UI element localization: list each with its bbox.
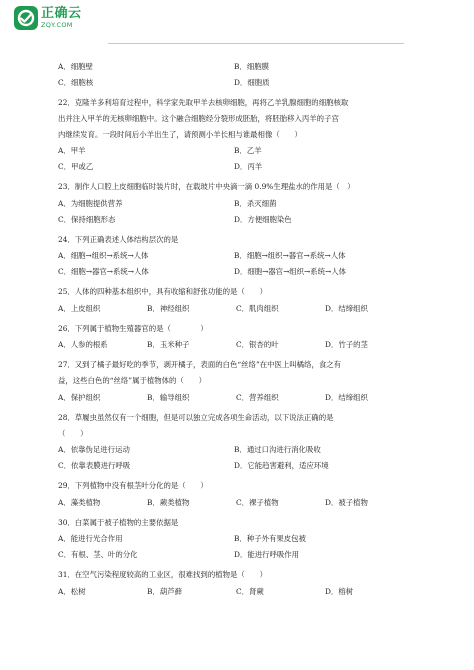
answer-option[interactable]: A．保护组织: [58, 392, 101, 402]
answer-option[interactable]: B．葫芦藓: [147, 586, 182, 596]
answer-option[interactable]: D．结缔组织: [325, 392, 368, 402]
question-q29: [58, 478, 414, 515]
question-text-line: 益，这些白色的“丝络”属于植物体的（ ）: [58, 376, 206, 385]
site-logo: [14, 6, 82, 30]
answer-option[interactable]: A．人参的根系: [58, 340, 108, 349]
question-text-line: 22．克隆羊多利培育过程中，科学家先取甲羊去核卵细胞，再将乙羊乳腺细胞的细胞核取: [58, 97, 349, 107]
question-q26: [58, 321, 414, 358]
answer-option[interactable]: B．蕨类植物: [147, 497, 190, 507]
answer-option[interactable]: A．藻类植物: [58, 497, 101, 507]
answer-option[interactable]: B．输导组织: [147, 392, 190, 402]
question-text-line: 26．下列属于植物生殖器官的是（ ）: [58, 323, 208, 333]
header-divider: [108, 43, 404, 44]
answer-option[interactable]: C．细胞→器官→系统→人体: [58, 267, 149, 276]
answer-option[interactable]: D．榕树: [325, 586, 354, 596]
logo-mark-icon: [14, 6, 38, 30]
answer-option[interactable]: D．结缔组织: [325, 303, 368, 313]
question-q21_options: [58, 58, 414, 95]
answer-option[interactable]: A．细胞→组织→系统→人体: [58, 251, 149, 260]
option-row: [58, 547, 414, 563]
answer-option[interactable]: C．有根、茎、叶的分化: [58, 550, 138, 559]
answer-option[interactable]: B．神经组织: [147, 303, 190, 313]
question-text-line: （ ）: [58, 428, 88, 438]
option-row: [58, 248, 414, 264]
question-text-line: 23．制作人口腔上皮细胞临时装片时，在载玻片中央滴一滴 0.9%生理盐水的作用是（ ）: [58, 182, 355, 191]
answer-option[interactable]: A．依靠伪足进行运动: [58, 445, 130, 454]
answer-option[interactable]: C．依靠表膜进行呼吸: [58, 461, 131, 470]
answer-option[interactable]: D．方便细胞染色: [234, 214, 292, 224]
answer-option[interactable]: B．细胞→组织→器官→系统→人体: [234, 251, 346, 260]
answer-option[interactable]: B．玉米种子: [147, 340, 190, 349]
answer-option[interactable]: C．肌肉组织: [236, 303, 279, 313]
option-row: [58, 442, 414, 458]
option-row: [58, 494, 414, 510]
answer-option[interactable]: C．营养组织: [236, 392, 279, 402]
answer-option[interactable]: D．它能趋害避利，适应环境: [234, 461, 329, 470]
answer-option[interactable]: B．通过口沟进行消化吸收: [234, 445, 321, 454]
answer-option[interactable]: D．能进行呼吸作用: [234, 550, 300, 559]
answer-option[interactable]: D．细胞→器官→组织→系统→人体: [234, 267, 346, 276]
answer-option[interactable]: A．甲羊: [58, 146, 86, 155]
option-row: [58, 74, 414, 90]
answer-option[interactable]: C．甲或乙: [58, 162, 94, 171]
option-row: [58, 58, 414, 74]
answer-option[interactable]: B．杀灭细菌: [234, 198, 277, 208]
answer-option[interactable]: D．被子植物: [325, 497, 368, 507]
answer-option[interactable]: B．细胞膜: [234, 61, 269, 71]
option-row: [58, 195, 414, 211]
question-text-line: 30．白菜属于被子植物的主要依据是: [58, 517, 179, 527]
logo-url: ZQY.COM: [41, 21, 73, 30]
option-row: [58, 159, 414, 175]
answer-option[interactable]: C．保持细胞形态: [58, 214, 116, 224]
option-row: [58, 458, 414, 474]
answer-option[interactable]: A．上皮组织: [58, 303, 101, 313]
logo-name: 正确云: [41, 6, 82, 22]
answer-option[interactable]: C．细胞核: [58, 77, 94, 87]
answer-option[interactable]: A．细胞壁: [58, 61, 93, 71]
answer-option[interactable]: A．为细胞提供营养: [58, 198, 123, 208]
option-row: [58, 211, 414, 227]
answer-option[interactable]: D．竹子的茎: [325, 340, 368, 349]
question-text-line: 24．下列正确表述人体结构层次的是: [58, 234, 179, 244]
question-text-line: 出并注入甲羊的无核卵细胞中。这个融合细胞经分裂形成胚胎，将胚胎移入丙羊的子宫: [58, 113, 339, 123]
option-row: [58, 531, 414, 547]
question-q28: [58, 410, 414, 479]
answer-option[interactable]: D．细胞质: [234, 77, 270, 87]
question-text-line: 29．下列植物中没有根茎叶分化的是（ ）: [58, 481, 208, 490]
question-q24: [58, 232, 414, 285]
answer-option[interactable]: A．松树: [58, 586, 86, 596]
option-row: [58, 300, 414, 316]
question-text-line: 28．草履虫虽然仅有一个细胞，但是可以独立完成各项生命活动，以下说法正确的是: [58, 412, 334, 422]
option-row: [58, 143, 414, 159]
question-q22: [58, 95, 414, 180]
question-text-line: 31．在空气污染程度较高的工业区，很难找到的植物是（ ）: [58, 570, 267, 579]
question-q25: [58, 284, 414, 321]
answer-option[interactable]: D．丙羊: [234, 162, 263, 171]
answer-option[interactable]: B．乙羊: [234, 146, 262, 155]
question-text-line: 27．又到了橘子最好吃的季节，剥开橘子，表面的白色“丝络”在中医上叫橘络，食之有: [58, 360, 342, 369]
question-q31: [58, 567, 414, 604]
question-q27: [58, 357, 414, 410]
answer-option[interactable]: C．肾蕨: [236, 586, 264, 596]
answer-option[interactable]: A．能进行光合作用: [58, 534, 123, 543]
option-row: [58, 337, 414, 353]
question-list: [58, 58, 414, 604]
option-row: [58, 389, 414, 405]
question-text-line: 25．人体的四种基本组织中，具有收缩和舒张功能的是（ ）: [58, 287, 267, 296]
answer-option[interactable]: C．裸子植物: [236, 497, 279, 507]
question-q30: [58, 515, 414, 568]
answer-option[interactable]: B．种子外有果皮包被: [234, 534, 306, 543]
answer-option[interactable]: C．银杏的叶: [236, 340, 279, 349]
question-q23: [58, 179, 414, 232]
option-row: [58, 583, 414, 599]
question-text-line: 内继续发育。一段时间后小羊出生了，请预测小羊长相与谁最相像（ ）: [58, 129, 302, 139]
option-row: [58, 264, 414, 280]
